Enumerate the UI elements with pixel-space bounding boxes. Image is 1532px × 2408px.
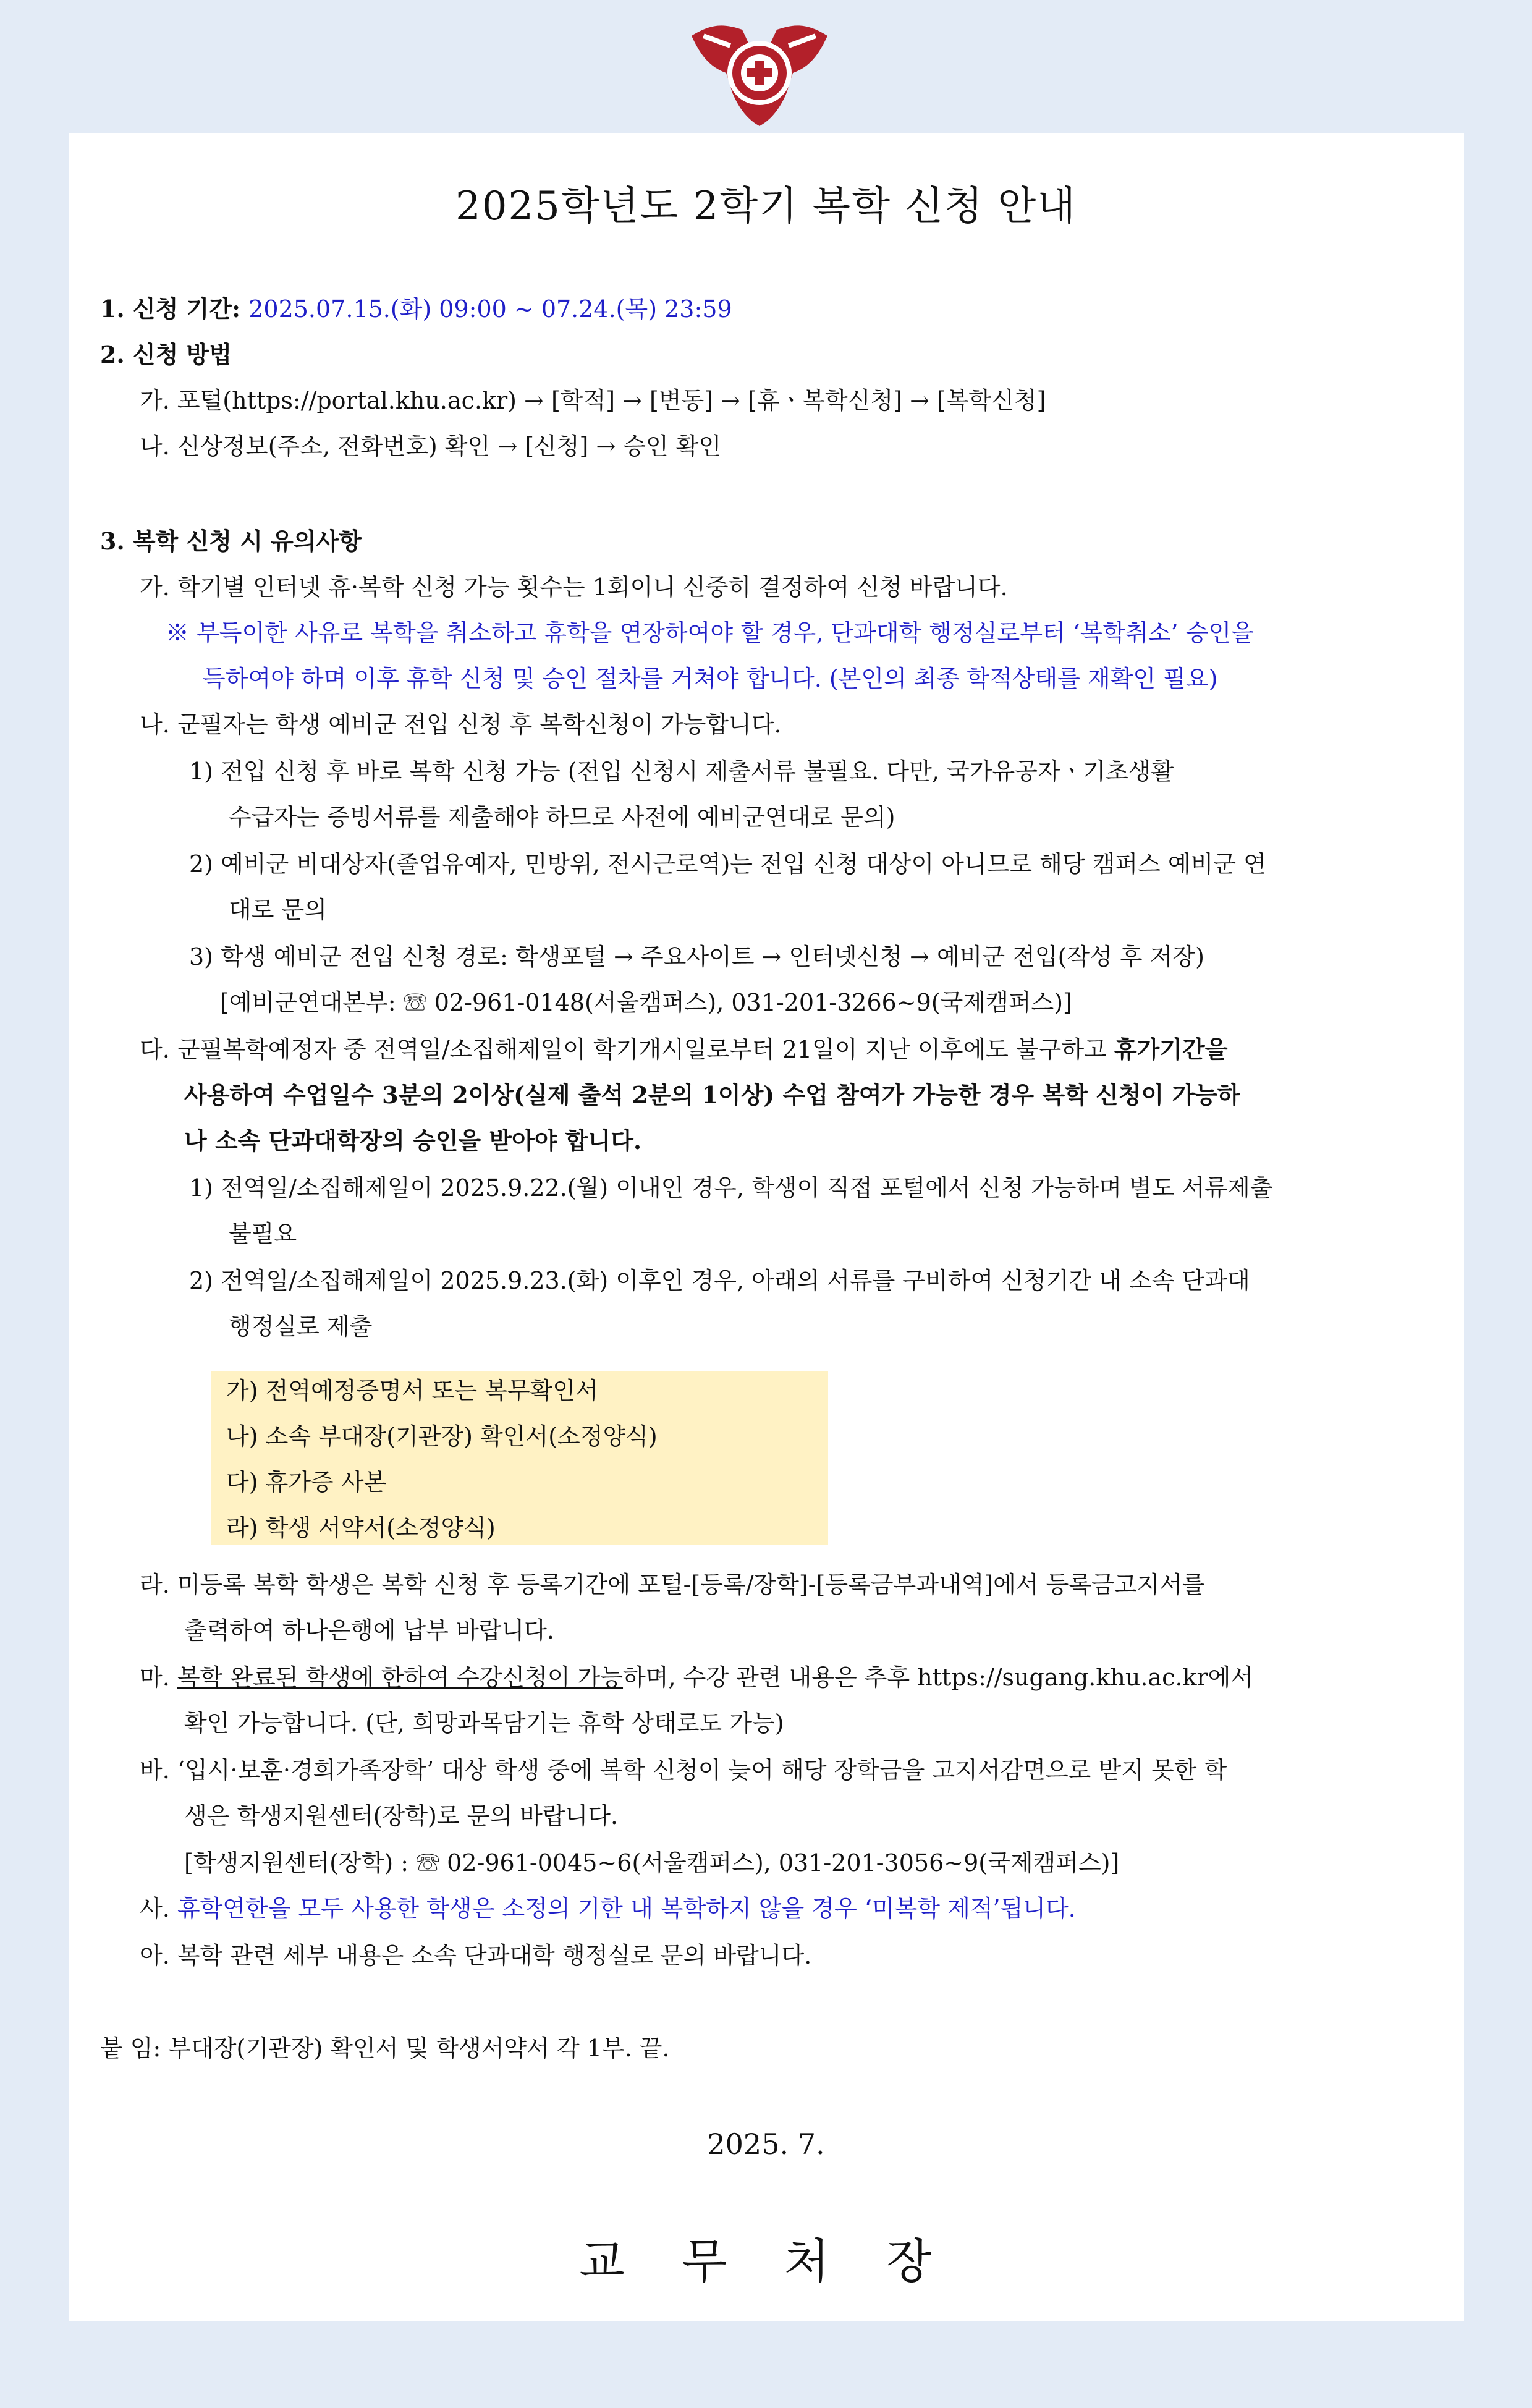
note-sa — [140, 1891, 1076, 1926]
note-ga: 가. 학기별 인터넷 휴·복학 신청 가능 횟수는 1회이니 신중히 결정하여 신청 바랍니다. — [140, 574, 1008, 601]
note-na-1-line2: 수급자는 증빙서류를 제출해야 하므로 사전에 예비군연대로 문의) — [229, 803, 895, 831]
note-ma-rest: 하며, 수강 관련 내용은 추후 https://sugang.khu.ac.kr에서 — [623, 1664, 1254, 1691]
note-da-2-line2: 행정실로 제출 — [229, 1313, 373, 1340]
note-da-2-line1: 2) 전역일/소집해제일이 2025.9.23.(화) 이후인 경우, 아래의 서류를 구비하여 신청기간 내 소속 단과대 — [189, 1267, 1250, 1294]
reserve-contact: [예비군연대본부: ☏ 02-961-0148(서울캠퍼스), 031-201-3266~9(국제캠퍼스)] — [220, 989, 1072, 1016]
method-step-na: 나. 신상정보(주소, 전화번호) 확인 → [신청] → 승인 확인 — [140, 433, 722, 460]
note-da-1-line1: 1) 전역일/소집해제일이 2025.9.22.(월) 이내인 경우, 학생이 직접 포털에서 신청 가능하며 별도 서류제출 — [189, 1174, 1273, 1202]
required-document-item: 라) 학생 서약서(소정양식) — [226, 1514, 496, 1541]
note-da-line1-bold: 휴가기간을 — [1114, 1035, 1228, 1063]
section-3-heading: 3. 복학 신청 시 유의사항 — [100, 527, 362, 555]
note-ma-line2: 확인 가능합니다. (단, 희망과목담기는 휴학 상태로도 가능) — [184, 1710, 784, 1737]
note-cancel-line2: 득하여야 하며 이후 휴학 신청 및 승인 절차를 거쳐야 합니다. (본인의 최종 학적상태를 재확인 필요) — [203, 665, 1218, 692]
required-document-item: 가) 전역예정증명서 또는 복무확인서 — [226, 1377, 598, 1404]
note-cancel-line1: ※ 부득이한 사유로 복학을 취소하고 휴학을 연장하여야 할 경우, 단과대학 행정실로부터 ‘복학취소’ 승인을 — [166, 619, 1254, 647]
note-ra-line2: 출력하여 하나은행에 납부 바랍니다. — [184, 1617, 554, 1644]
note-a: 아. 복학 관련 세부 내용은 소속 단과대학 행정실로 문의 바랍니다. — [140, 1942, 812, 1969]
note-na: 나. 군필자는 학생 예비군 전입 신청 후 복학신청이 가능합니다. — [140, 711, 782, 738]
note-na-3-line1: 3) 학생 예비군 전입 신청 경로: 학생포털 → 주요사이트 → 인터넷신청 → 예비군 전입(작성 후 저장) — [189, 943, 1204, 970]
note-da-line3: 나 소속 단과대학장의 승인을 받아야 합니다. — [184, 1127, 642, 1155]
note-da-1-line2: 불필요 — [229, 1220, 297, 1247]
application-period-value: 2025.07.15.(화) 09:00 ~ 07.24.(목) 23:59 — [248, 295, 732, 323]
signer: 교 무 처 장 — [579, 2234, 953, 2289]
university-seal-icon — [687, 11, 832, 129]
attachment-note: 붙 임: 부대장(기관장) 확인서 및 학생서약서 각 1부. 끝. — [100, 2035, 670, 2062]
note-ma-prefix: 마. — [140, 1664, 177, 1691]
application-period-label: 1. 신청 기간: — [100, 295, 249, 323]
note-da-line1 — [140, 1032, 1227, 1067]
note-na-1-line1: 1) 전입 신청 후 바로 복학 신청 가능 (전입 신청시 제출서류 불필요. 다만, 국가유공자ㆍ기초생활 — [189, 758, 1174, 785]
note-na-2-line2: 대로 문의 — [229, 896, 327, 923]
application-period — [100, 292, 732, 326]
note-da-line1-text: 다. 군필복학예정자 중 전역일/소집해제일이 학기개시일로부터 21일이 지난 이후에도 불구하고 — [140, 1036, 1114, 1063]
section-2-heading: 2. 신청 방법 — [100, 341, 232, 368]
note-ra-line1: 라. 미등록 복학 학생은 복학 신청 후 등록기간에 포털-[등록/장학]-[등록금부과내역]에서 등록금고지서를 — [140, 1571, 1205, 1598]
note-ba-line1: 바. ‘입시·보훈·경희가족장학’ 대상 학생 중에 복학 신청이 늦어 해당 장학금을 고지서감면으로 받지 못한 학 — [140, 1757, 1227, 1784]
method-step-ga: 가. 포털(https://portal.khu.ac.kr) → [학적] → [변동] → [휴ㆍ복학신청] → [복학신청] — [140, 387, 1046, 414]
issue-date: 2025. 7. — [707, 2127, 825, 2161]
required-document-item: 다) 휴가증 사본 — [226, 1469, 387, 1496]
note-sa-prefix: 사. — [140, 1895, 177, 1922]
note-na-2-line1: 2) 예비군 비대상자(졸업유예자, 민방위, 전시근로역)는 전입 신청 대상이 아니므로 해당 캠퍼스 예비군 연 — [189, 850, 1266, 878]
page-title: 2025학년도 2학기 복학 신청 안내 — [455, 184, 1077, 229]
support-center-contact: [학생지원센터(장학) : ☏ 02-961-0045~6(서울캠퍼스), 031-201-3056~9(국제캠퍼스)] — [184, 1849, 1120, 1876]
note-ma-line1 — [140, 1660, 1253, 1695]
note-sa-text: 휴학연한을 모두 사용한 학생은 소정의 기한 내 복학하지 않을 경우 ‘미복학 제적’됩니다. — [177, 1895, 1076, 1922]
required-document-item: 나) 소속 부대장(기관장) 확인서(소정양식) — [226, 1423, 658, 1450]
note-ba-line2: 생은 학생지원센터(장학)로 문의 바랍니다. — [184, 1802, 619, 1829]
note-ma-underlined: 복학 완료된 학생에 한하여 수강신청이 가능 — [177, 1664, 624, 1691]
note-da-line2: 사용하여 수업일수 3분의 2이상(실제 출석 2분의 1이상) 수업 참여가 가능한 경우 복학 신청이 가능하 — [184, 1081, 1240, 1109]
